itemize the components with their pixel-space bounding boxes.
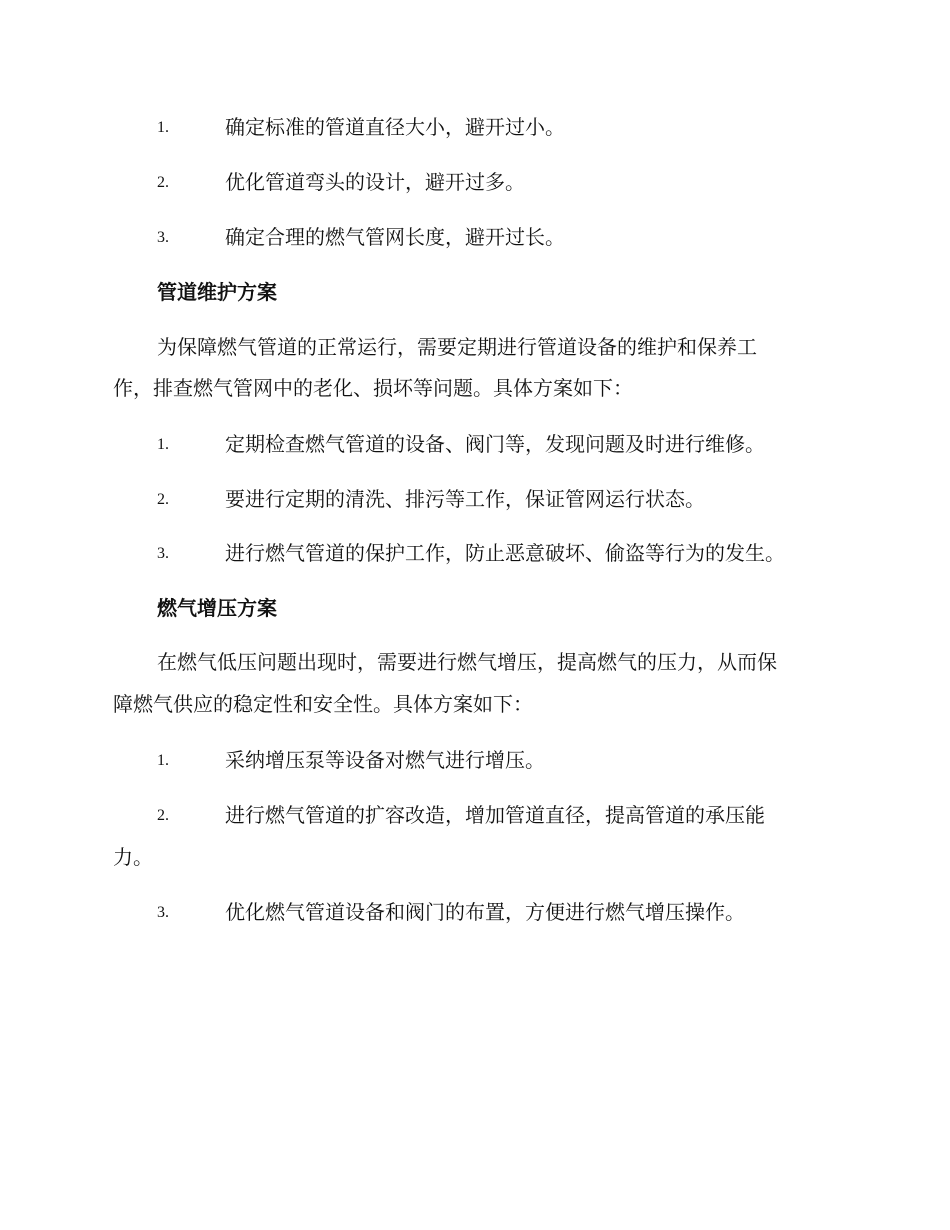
list1-item3-text: 确定合理的燃气管网长度，避开过长。 (225, 225, 565, 249)
list3-item2-text-line2: 力。 (113, 845, 153, 869)
list2-item3-text: 进行燃气管道的保护工作，防止恶意破坏、偷盗等行为的发生。 (225, 541, 785, 565)
list3-item2-text-line1: 进行燃气管道的扩容改造，增加管道直径，提高管道的承压能 (225, 803, 765, 827)
list3-item1-number: 1. (157, 752, 169, 769)
list1-item2-number: 2. (157, 174, 169, 191)
list3-item3-number: 3. (157, 904, 169, 921)
section2-paragraph-line2: 障燃气供应的稳定性和安全性。具体方案如下： (113, 692, 533, 716)
list3-item2-number: 2. (157, 807, 169, 824)
list3-item1-text: 采纳增压泵等设备对燃气进行增压。 (225, 748, 545, 772)
list1-item1-number: 1. (157, 119, 169, 136)
section1-paragraph-line1: 为保障燃气管道的正常运行，需要定期进行管道设备的维护和保养工 (157, 335, 757, 359)
list3-item3-text: 优化燃气管道设备和阀门的布置，方便进行燃气增压操作。 (225, 900, 745, 924)
section-heading-pressurization: 燃气增压方案 (157, 596, 277, 620)
list2-item2-number: 2. (157, 491, 169, 508)
list2-item3-number: 3. (157, 545, 169, 562)
list2-item2-text: 要进行定期的清洗、排污等工作，保证管网运行状态。 (225, 487, 705, 511)
list1-item2-text: 优化管道弯头的设计，避开过多。 (225, 170, 525, 194)
section1-paragraph-line2: 作，排查燃气管网中的老化、损坏等问题。具体方案如下： (113, 376, 633, 400)
section2-paragraph-line1: 在燃气低压问题出现时，需要进行燃气增压，提高燃气的压力，从而保 (157, 650, 777, 674)
list2-item1-number: 1. (157, 436, 169, 453)
section-heading-maintenance: 管道维护方案 (157, 280, 277, 304)
list2-item1-text: 定期检查燃气管道的设备、阀门等，发现问题及时进行维修。 (225, 432, 765, 456)
list1-item3-number: 3. (157, 229, 169, 246)
list1-item1-text: 确定标准的管道直径大小，避开过小。 (225, 115, 565, 139)
